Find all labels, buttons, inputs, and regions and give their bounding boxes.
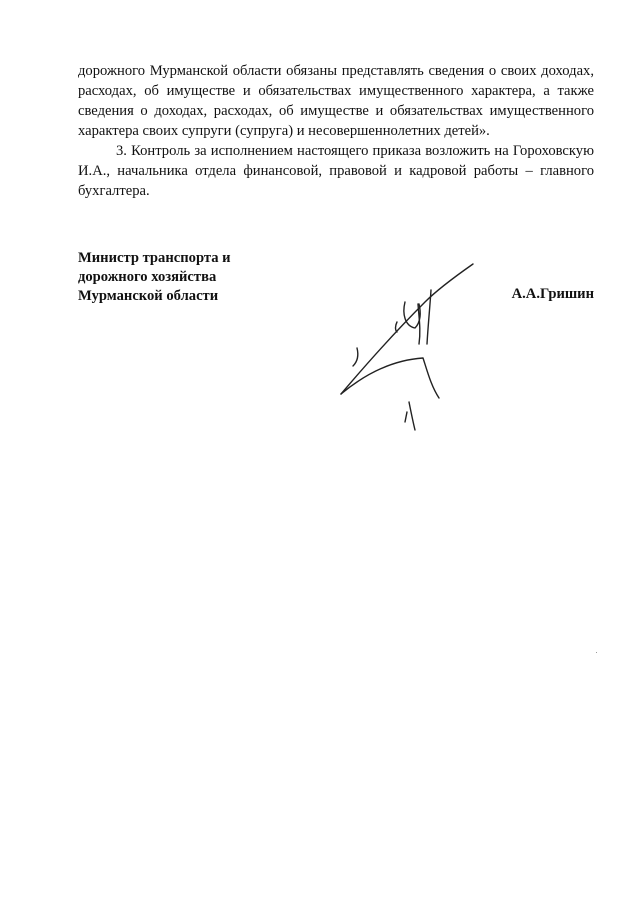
signer-name: А.А.Гришин: [511, 286, 594, 302]
signer-position: [78, 249, 231, 306]
handwritten-signature: [335, 262, 485, 437]
paragraph-continuation: дорожного Мурманской области обязаны представлять сведения о своих доходах, расходах, об имуществе и обязательствах имущественного характера, а также сведения о доходах, расходах, об имуществе и обязательствах имущественного характера своих супруги (супруга) и несовершеннолетних детей».: [78, 63, 594, 139]
document-body: [78, 61, 594, 201]
paragraph-3: 3. Контроль за исполнением настоящего приказа возложить на Гороховскую И.А., начальника отдела финансовой, правовой и кадровой работы – главного бухгалтера.: [78, 143, 594, 199]
signer-position-line-3: Мурманской области: [78, 288, 219, 304]
signer-position-line-2: дорожного хозяйства: [78, 269, 217, 285]
signer-position-line-1: Министр транспорта и: [78, 250, 231, 266]
scan-speck: [596, 652, 597, 653]
